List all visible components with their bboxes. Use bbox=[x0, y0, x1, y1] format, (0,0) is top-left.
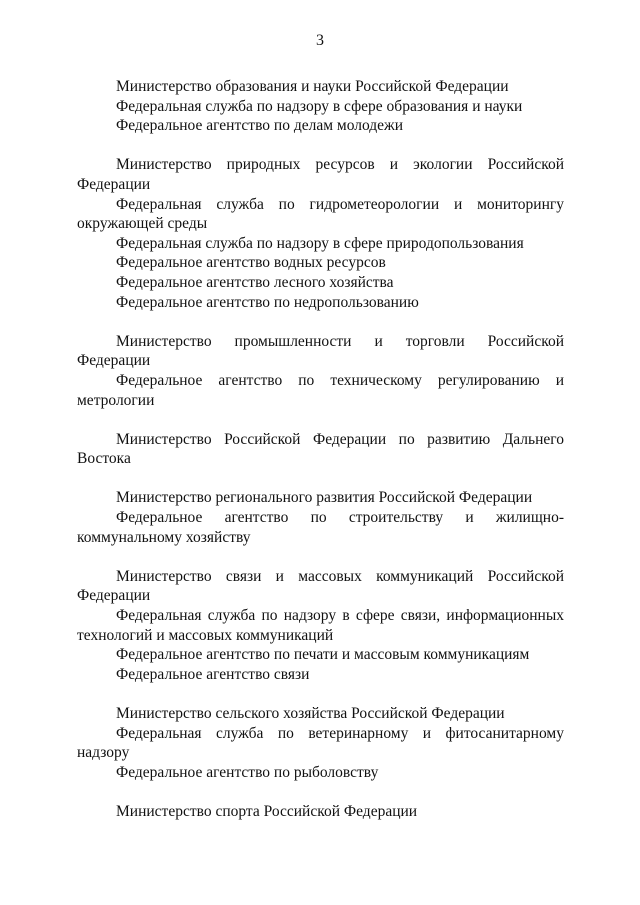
ministry-group-industry-trade bbox=[77, 332, 564, 410]
ministry-title: Министерство природных ресурсов и экологии Российской Федерации bbox=[77, 156, 564, 193]
agency-item: Федеральное агентство по строительству и жилищно-коммунальному хозяйству bbox=[77, 509, 564, 546]
ministry-title: Министерство образования и науки Российской Федерации bbox=[116, 78, 509, 95]
ministry-group-regional-development bbox=[77, 488, 564, 547]
agency-item: Федеральное агентство связи bbox=[116, 665, 310, 683]
ministry-group-far-east bbox=[77, 430, 564, 469]
ministry-group-education bbox=[77, 77, 564, 136]
ministry-title: Министерство Российской Федерации по развитию Дальнего Востока bbox=[77, 430, 564, 468]
ministry-title: Министерство спорта Российской Федерации bbox=[116, 802, 418, 820]
page-number: 3 bbox=[316, 32, 324, 49]
ministry-title: Министерство связи и массовых коммуникаций Российской Федерации bbox=[77, 567, 564, 605]
agency-item: Федеральное агентство по недропользованию bbox=[116, 293, 419, 311]
document-body bbox=[77, 77, 564, 841]
agency-item: Федеральная служба по гидрометеорологии и мониторингу окружающей среды bbox=[77, 195, 564, 233]
agency-item: Федеральная служба по надзору в сфере связи, информационных технологий и массовых коммуникаций bbox=[77, 607, 564, 644]
agency-item: Федеральное агентство по делам молодежи bbox=[116, 117, 404, 135]
ministry-group-agriculture bbox=[77, 704, 564, 782]
agency-item: Федеральное агентство водных ресурсов bbox=[116, 254, 386, 272]
agency-item: Федеральное агентство лесного хозяйства bbox=[116, 273, 394, 291]
ministry-title: Министерство сельского хозяйства Российской Федерации bbox=[116, 705, 505, 722]
agency-item: Федеральная служба по надзору в сфере природопользования bbox=[116, 234, 524, 252]
agency-item: Федеральное агентство по техническому регулированию и метрологии bbox=[77, 371, 564, 409]
ministry-group-communications bbox=[77, 567, 564, 685]
agency-item: Федеральное агентство по печати и массовым коммуникациям bbox=[116, 646, 530, 664]
ministry-group-natural-resources bbox=[77, 155, 564, 312]
agency-item: Федеральная служба по надзору в сфере образования и науки bbox=[116, 97, 523, 115]
agency-item: Федеральная служба по ветеринарному и фитосанитарному надзору bbox=[77, 724, 564, 762]
ministry-title: Министерство регионального развития Российской Федерации bbox=[116, 489, 533, 507]
agency-item: Федеральное агентство по рыболовству bbox=[116, 763, 379, 781]
ministry-title: Министерство промышленности и торговли Российской Федерации bbox=[77, 332, 564, 370]
ministry-group-sport bbox=[77, 802, 564, 822]
